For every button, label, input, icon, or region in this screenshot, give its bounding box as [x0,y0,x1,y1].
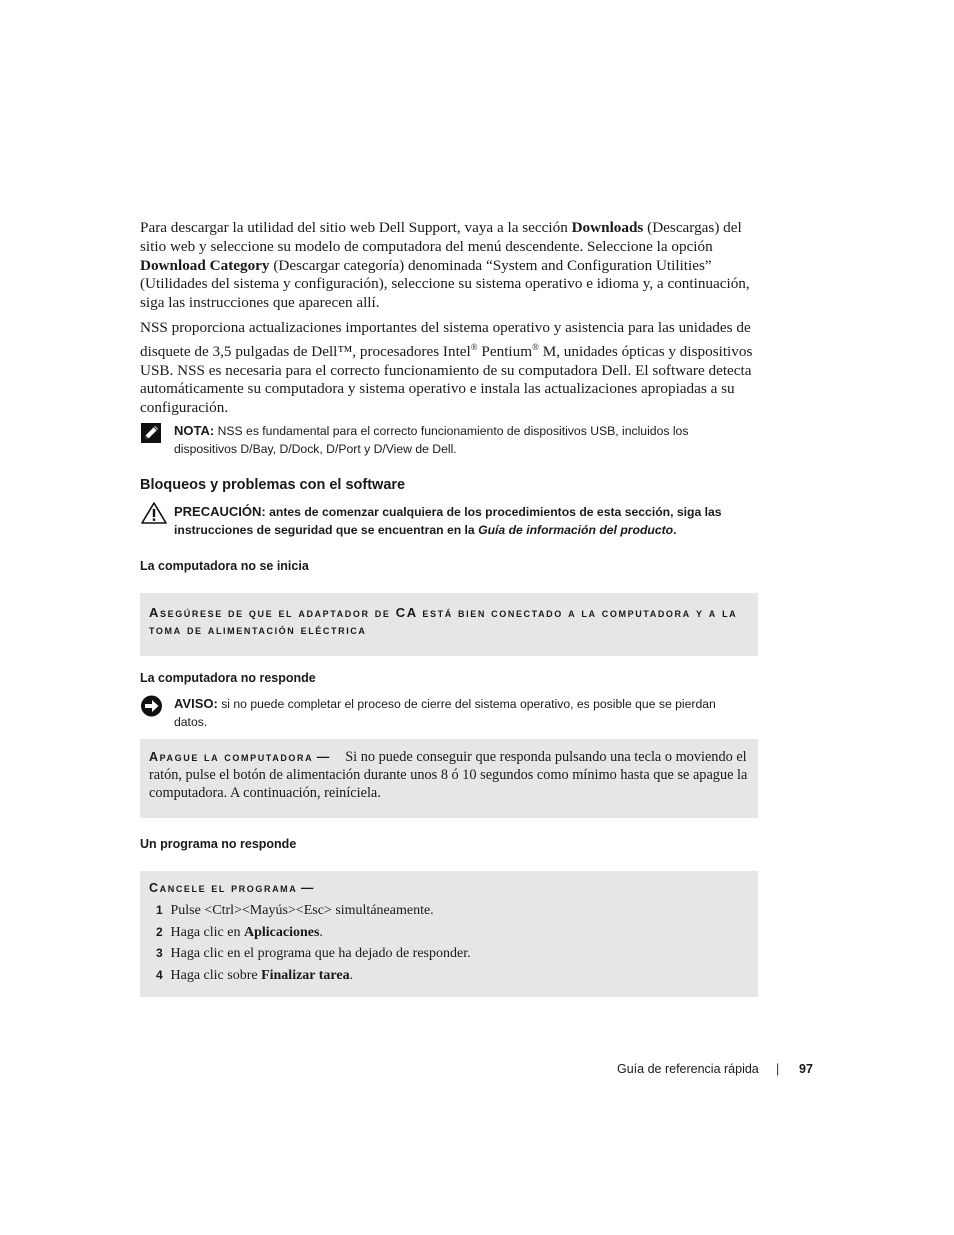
pencil-note-icon [140,422,162,450]
intro-paragraph-2 [140,319,764,418]
step-number: 4 [156,967,163,982]
notice-label: AVISO: [174,696,218,711]
procedure-title: Cancele el programa [149,881,298,895]
caution-label: PRECAUCIÓN: [174,504,266,519]
step-number: 2 [156,924,163,939]
notice-text [174,695,744,731]
step-number: 3 [156,946,163,960]
procedure-box-ac-adapter [140,593,758,656]
page-number: 97 [799,1062,813,1076]
step-number: 1 [156,903,163,917]
text: NSS proporciona actualizaciones importantes del sistema operativo y asistencia para las unidades de disquete de 3,5 pulgadas de Dell™, procesadores Intel [140,319,751,360]
note-label: NOTA: [174,423,215,438]
registered-mark: ® [470,341,478,352]
title-dash: — [297,881,314,895]
title-dash: — [313,750,330,764]
step-text-end: . [349,967,354,983]
subsection-heading-not-responding: La computadora no responde [140,671,316,685]
step-bold: Aplicaciones [243,924,320,940]
notice-callout [140,695,760,731]
procedure-body: Si no puede conseguir que responda pulsando una tecla o moviendo el ratón, pulse el botón de alimentación durante unos 8 ó 10 segundos como mínimo hasta que se apague la computadora. A continuación, reiníciela. [149,749,748,801]
step-item [156,943,746,965]
notice-body: si no puede completar el proceso de cierre del sistema operativo, es posible que se pierdan datos. [174,697,716,729]
procedure-box-shutdown [140,739,758,818]
note-text [174,422,744,458]
step-bold: Finalizar tarea [261,967,350,983]
downloads-term: Downloads [571,219,644,236]
procedure-content [149,749,749,802]
text: (Descargas) del sitio web y seleccione su modelo de computadora del menú descendente. Seleccione la opción [140,219,742,255]
procedure-title: Asegúrese de que el adaptador de CA está bien conectado a la computadora y a la toma de alimentación eléctrica [149,605,738,637]
intro-paragraph-1 [140,219,760,313]
step-item [156,922,746,944]
note-callout [140,422,760,458]
product-info-guide-reference: Guía de información del producto [478,522,674,537]
text: Pentium [477,342,533,360]
step-text: Haga clic en [170,924,244,940]
step-text-end: . [319,924,323,940]
registered-mark: ® [532,341,539,352]
section-heading: Bloqueos y problemas con el software [140,477,406,493]
procedure-title-row [149,881,313,895]
text: M, unidades ópticas y dispositivos USB. NSS es necesaria para el correcto funcionamiento de su computadora Dell. El software detecta automáticamente su computadora y sistema operativo e instala las actualizaciones apropiadas a su configuración. [140,342,753,417]
text: (Descargar categoría) denominada “System and Configuration Utilities” (Utilidades del sistema y configuración), seleccione su sistema operativo e idioma y, a continuación, siga las instrucciones que aparecen allí. [140,256,750,312]
procedure-title: Apague la computadora [149,750,314,764]
text: Para descargar la utilidad del sitio web Dell Support, vaya a la sección [140,219,572,236]
note-body: NSS es fundamental para el correcto funcionamiento de dispositivos USB, incluidos los dispositivos D/Bay, D/Dock, D/Port y D/View de Dell. [174,424,689,456]
step-item [156,965,746,987]
step-text: Haga clic en el programa que ha dejado de responder. [170,946,471,961]
step-text: Haga clic sobre [170,967,262,983]
step-text: Pulse <Ctrl><Mayús><Esc> simultáneamente. [170,903,434,918]
text: . [673,522,677,537]
warning-triangle-icon [140,501,168,531]
caution-callout [140,503,760,541]
caution-body: antes de comenzar cualquiera de los procedimientos de esta sección, siga las instrucciones de seguridad que se encuentran en la [174,505,722,537]
subsection-heading-program: Un programa no responde [140,837,297,851]
notice-arrow-icon [140,695,164,723]
steps-list [156,900,746,986]
footer-separator: | [776,1062,780,1076]
caution-text [174,503,744,539]
download-category-term: Download Category [140,256,270,274]
footer-title: Guía de referencia rápida [617,1062,759,1076]
procedure-box-cancel-program [140,871,758,997]
subsection-heading-no-start: La computadora no se inicia [140,559,309,573]
step-item [156,900,746,922]
